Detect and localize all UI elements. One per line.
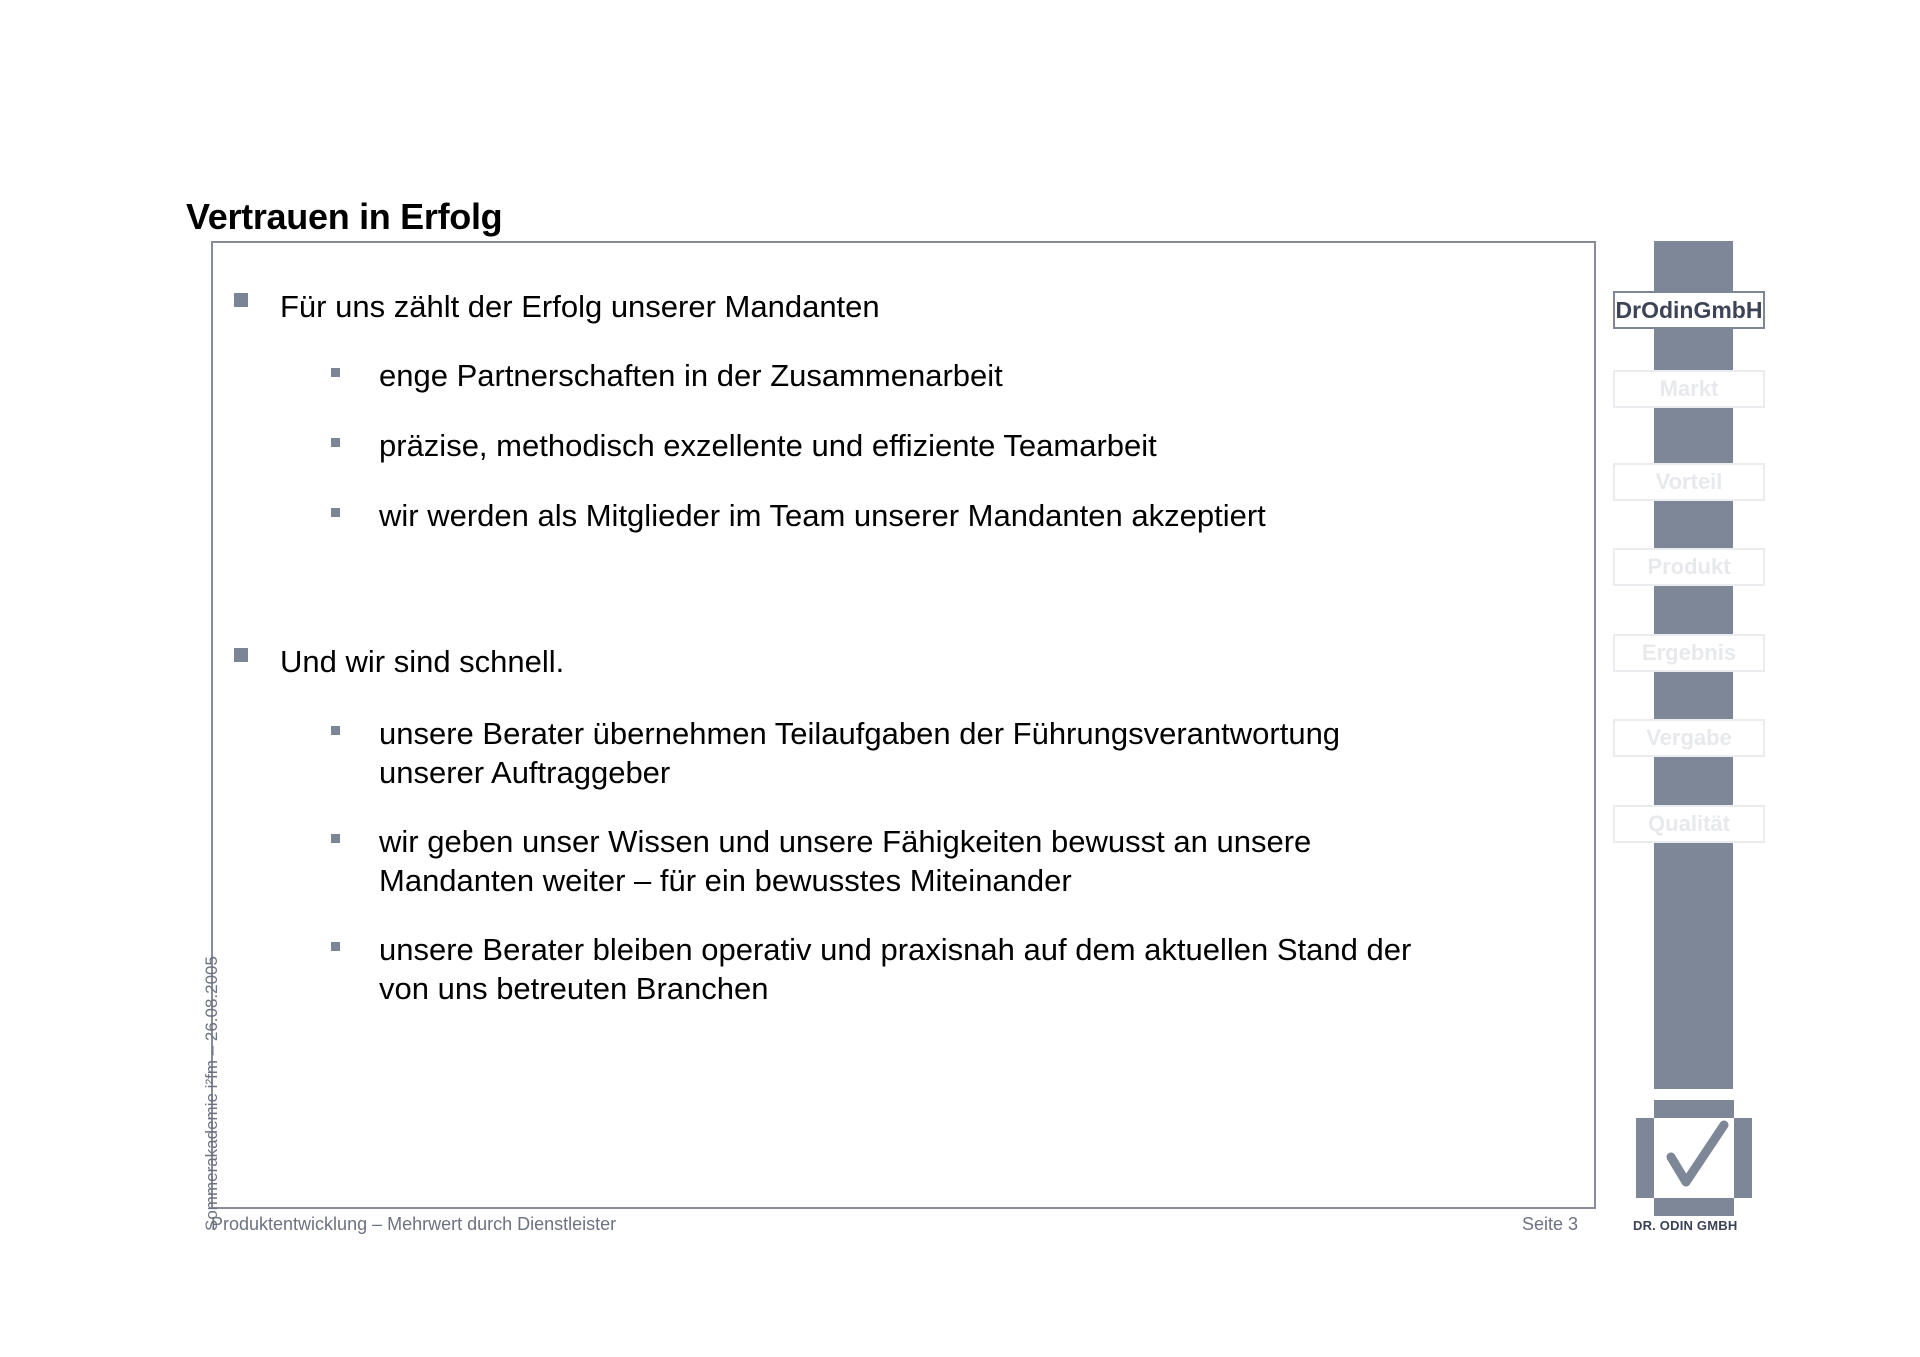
sub-bullet-square-icon [331, 508, 340, 517]
sub-bullet-square-icon [331, 942, 340, 951]
nav-item-markt[interactable]: Markt [1613, 370, 1765, 408]
sub-bullet-text: unsere Berater bleiben operativ und praxisnah auf dem aktuellen Stand der von uns betreuten Branchen [379, 932, 1412, 1006]
footer-title: Produktentwicklung – Mehrwert durch Dienstleister [211, 1214, 617, 1234]
bullet-square-icon [234, 648, 248, 662]
sub-bullet-text: wir geben unser Wissen und unsere Fähigkeiten bewusst an unsere Mandanten weiter – für ein bewusstes Miteinander [379, 824, 1312, 898]
nav-item-drodingmbh[interactable]: DrOdinGmbH [1613, 291, 1765, 329]
sub-bullet-text: wir werden als Mitglieder im Team unserer Mandanten akzeptiert [379, 498, 1266, 533]
sub-bullet-square-icon [331, 726, 340, 735]
sub-bullet-square-icon [331, 368, 340, 377]
vertical-event-label: Sommerakademie i²fm – 26.08.2005 [202, 956, 221, 1231]
sub-bullet-square-icon [331, 438, 340, 447]
sub-bullet-square-icon [331, 834, 340, 843]
sub-bullet-text: präzise, methodisch exzellente und effiziente Teamarbeit [379, 428, 1157, 463]
checkmark-logo-icon [1636, 1100, 1752, 1216]
nav-item-produkt[interactable]: Produkt [1613, 548, 1765, 586]
logo-caption: DR. ODIN GMBH [1633, 1218, 1738, 1233]
slide-title: Vertrauen in Erfolg [186, 196, 503, 237]
bullet-text: Für uns zählt der Erfolg unserer Mandanten [280, 289, 880, 324]
page-number: Seite 3 [1522, 1214, 1579, 1234]
sub-bullet-text: enge Partnerschaften in der Zusammenarbeit [379, 358, 1003, 393]
nav-item-qualitaet[interactable]: Qualität [1613, 805, 1765, 843]
bullet-square-icon [234, 293, 248, 307]
nav-item-ergebnis[interactable]: Ergebnis [1613, 634, 1765, 672]
sub-bullet-text: unsere Berater übernehmen Teilaufgaben der Führungsverantwortung unserer Auftraggeber [379, 716, 1341, 790]
nav-item-vorteil[interactable]: Vorteil [1613, 463, 1765, 501]
nav-item-vergabe[interactable]: Vergabe [1613, 719, 1765, 757]
bullet-text: Und wir sind schnell. [280, 644, 565, 679]
